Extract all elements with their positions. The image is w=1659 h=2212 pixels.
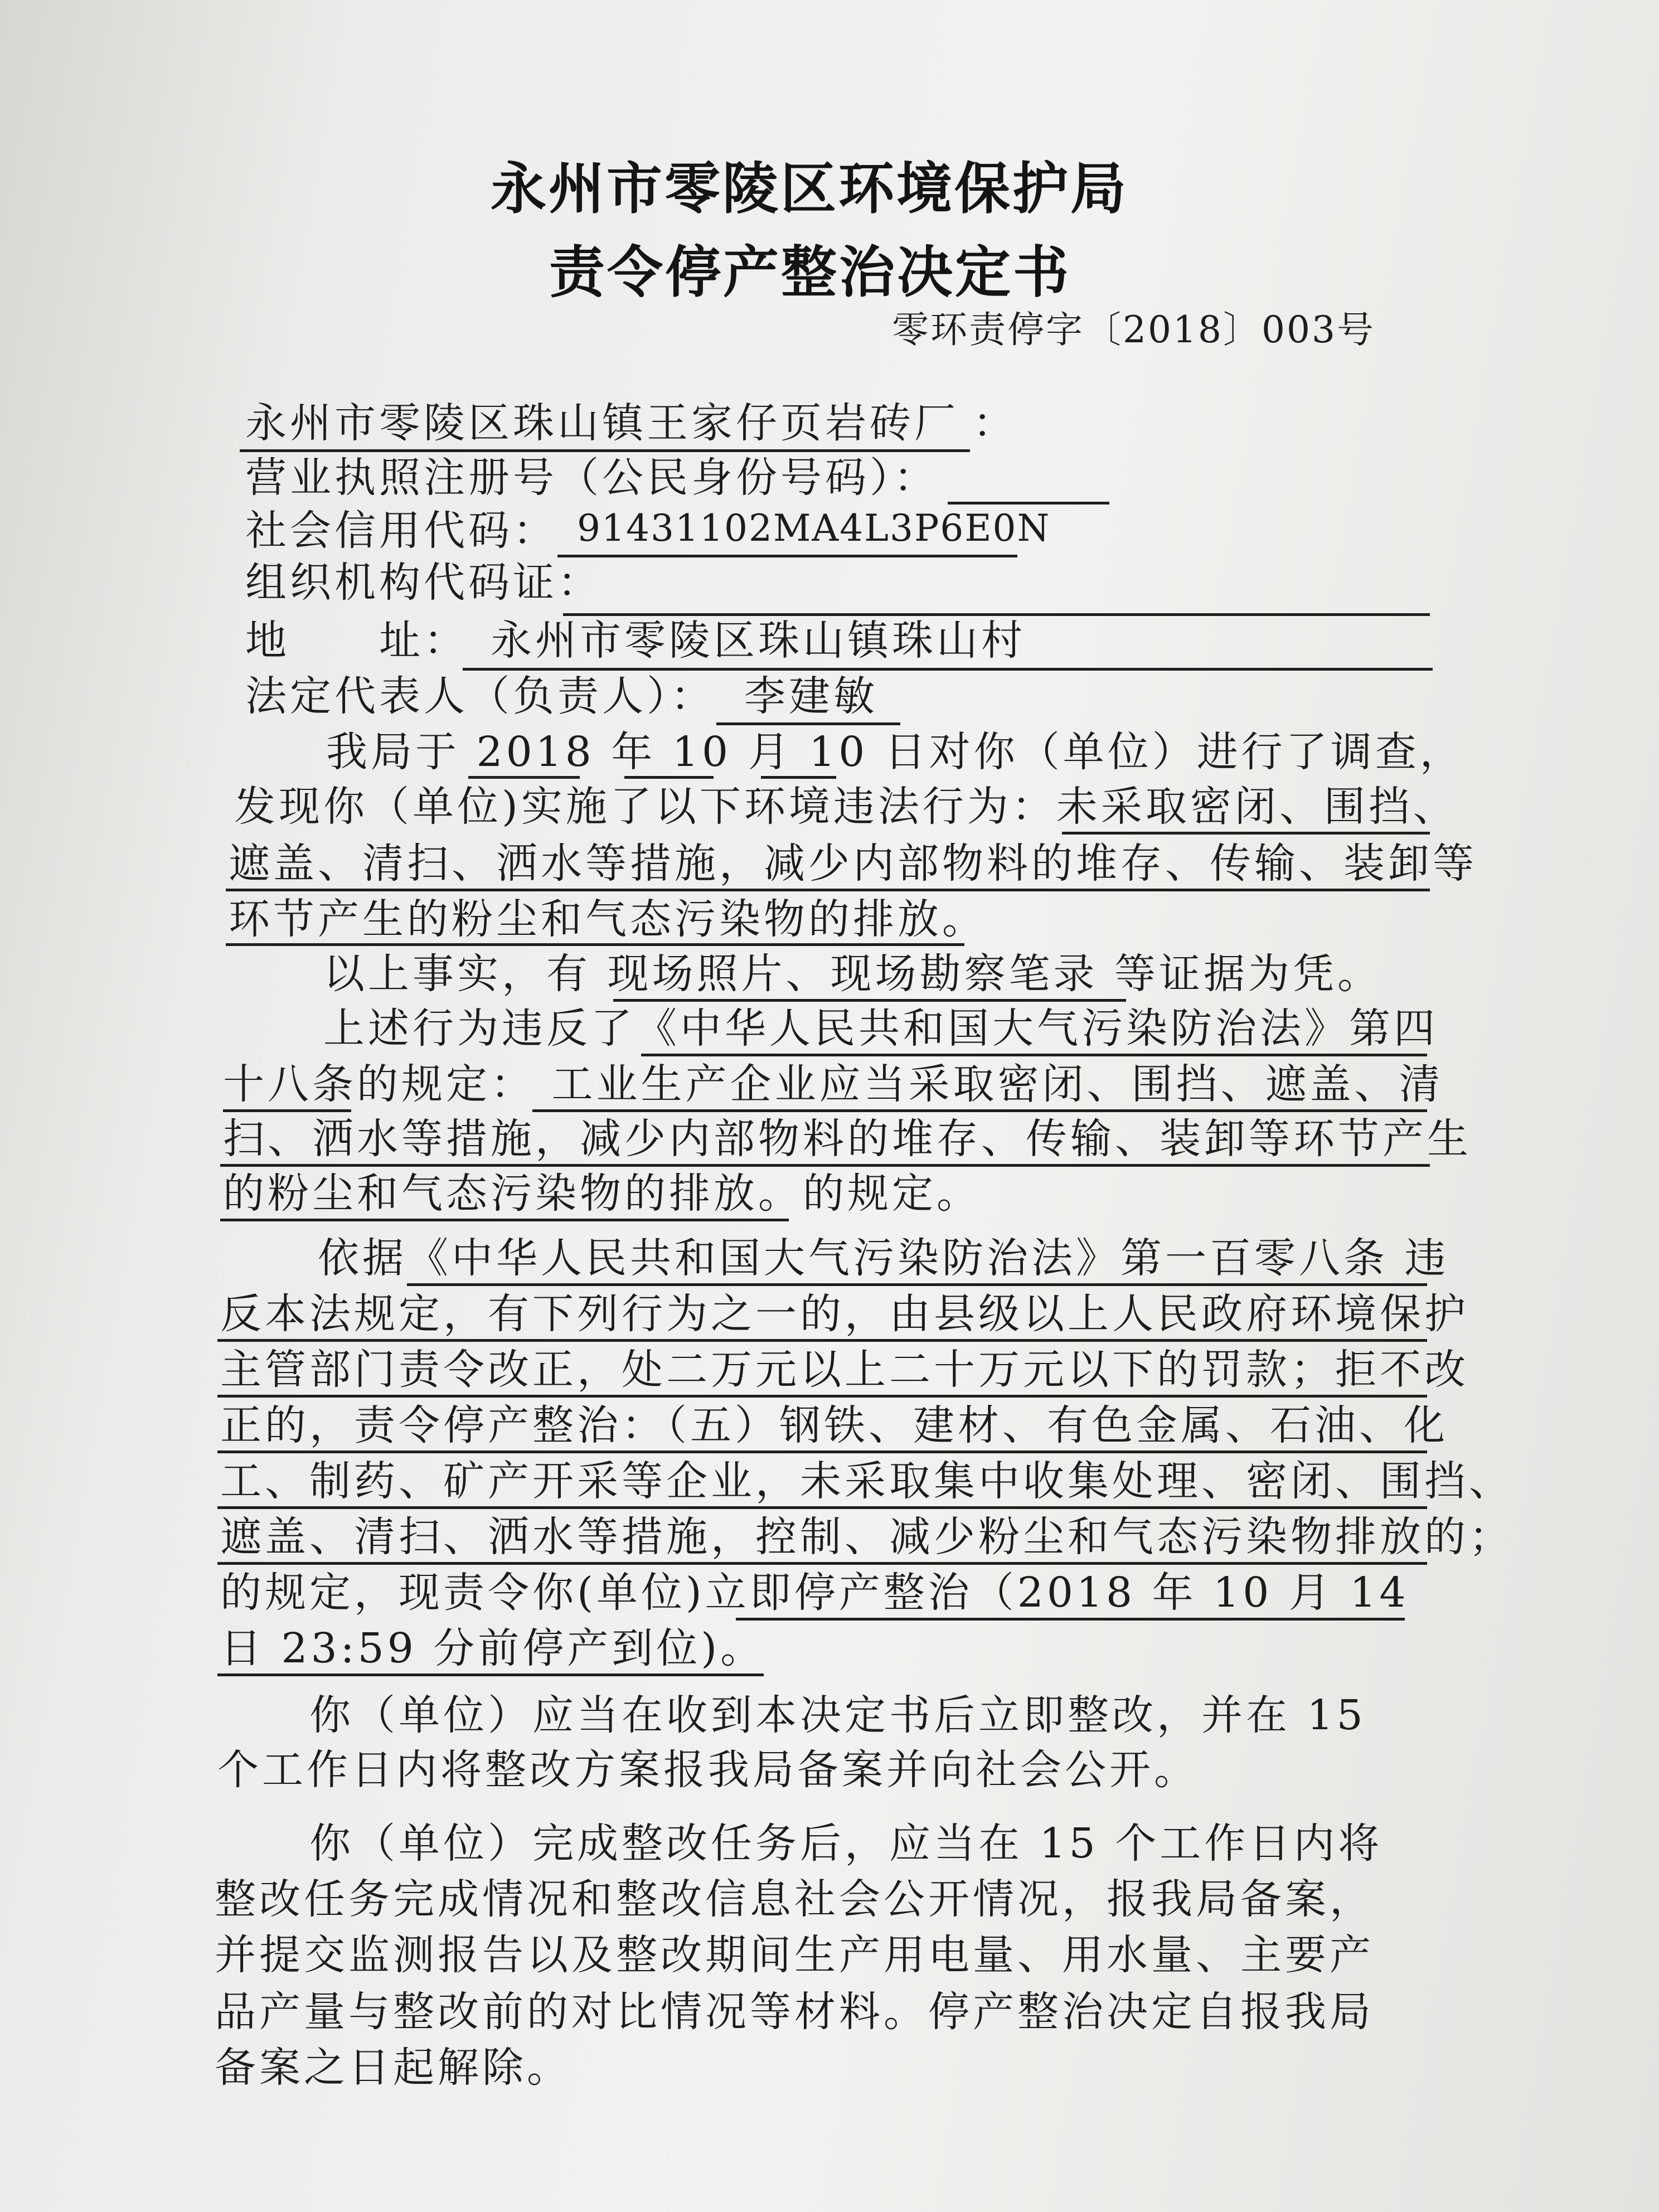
para3-line4-underline (220, 1219, 789, 1221)
document-number: 零环责停字〔2018〕003号 (892, 308, 1375, 351)
para5-line1: 你（单位）应当在收到本决定书后立即整改，并在 15 (309, 1691, 1366, 1739)
para3-line3-underline (220, 1164, 1430, 1167)
para4-line2-underline (217, 1339, 1427, 1342)
para4-line3-underline (217, 1395, 1427, 1398)
representative-value: 李建敏 (744, 672, 878, 720)
para1-line2: 发现你（单位)实施了以下环境违法行为：未采取密闭、围挡、 (234, 783, 1458, 831)
para4-line8-underline (217, 1673, 764, 1676)
para1-month-underline (624, 776, 714, 779)
document-title-decision: 责令停产整治决定书 (549, 240, 1071, 305)
para1-date-underline (468, 776, 580, 779)
para1-line4: 环节产生的粉尘和气态污染物的排放。 (229, 895, 987, 943)
representative-underline (716, 722, 900, 725)
para6-line2: 整改任务完成情况和整改信息社会公开情况，报我局备案， (215, 1875, 1374, 1923)
org-underline (563, 613, 1430, 616)
para4-line7: 的规定，现责令你(单位)立即停产整治（2018 年 10 月 14 (220, 1569, 1409, 1617)
para4-line6: 遮盖、清扫、洒水等措施，控制、减少粉尘和气态污染物排放的； (220, 1513, 1514, 1561)
para1-day-underline (761, 776, 836, 779)
para2-evidence-underline (613, 999, 1126, 1002)
credit-underline (557, 555, 1017, 557)
address-underline (463, 668, 1433, 671)
para4-line1: 依据《中华人民共和国大气污染防治法》第一百零八条 违 (318, 1234, 1449, 1282)
document-title-agency: 永州市零陵区环境保护局 (491, 156, 1128, 221)
para4-line1-underline (407, 1283, 1427, 1286)
para6-line1: 你（单位）完成整改任务后，应当在 15 个工作日内将 (309, 1820, 1383, 1867)
para3-line3: 扫、洒水等措施，减少内部物料的堆存、传输、装卸等环节产生 (223, 1115, 1472, 1163)
para1-line1: 我局于 2018 年 10 月 10 日对你（单位）进行了调查， (326, 728, 1464, 776)
para5-line2: 个工作日内将整改方案报我局备案并向社会公开。 (217, 1746, 1199, 1794)
para3-line1: 上述行为违反了《中华人民共和国大气污染防治法》第四 (323, 1005, 1438, 1052)
para4-line8: 日 23:59 分前停产到位)。 (220, 1624, 765, 1672)
para4-line5: 工、制药、矿产开采等企业，未采取集中收集处理、密闭、围挡、 (220, 1457, 1514, 1505)
representative-label: 法定代表人（负责人）： (245, 672, 715, 720)
license-label: 营业执照注册号（公民身份号码）： (245, 454, 938, 502)
para4-line3: 主管部门责令改正，处二万元以上二十万元以下的罚款；拒不改 (220, 1346, 1469, 1394)
address-label: 地 址： (245, 617, 468, 664)
para4-line6-underline (217, 1562, 1427, 1565)
para3-line2b-underline (532, 1109, 1427, 1112)
recipient-company: 永州市零陵区珠山镇王家仔页岩砖厂 (245, 399, 959, 447)
para6-line5: 备案之日起解除。 (215, 2044, 571, 2092)
para4-line7-underline (736, 1618, 1405, 1621)
para4-line2: 反本法规定，有下列行为之一的，由县级以上人民政府环境保护 (220, 1290, 1469, 1338)
para6-line3: 并提交监测报告以及整改期间生产用电量、用水量、主要产 (215, 1931, 1374, 1979)
para4-line4: 正的，责令停产整治：（五）钢铁、建材、有色金属、石油、化 (220, 1401, 1448, 1449)
para1-line4-underline (226, 943, 964, 946)
credit-value: 91431102MA4L3P6E0N (577, 507, 1051, 550)
org-label: 组织机构代码证： (245, 559, 602, 607)
para2-line1: 以上事实，有 现场照片、现场勘察笔录 等证据为凭。 (323, 950, 1382, 998)
para1-line2-underline (1062, 832, 1430, 835)
para6-line4: 品产量与整改前的对比情况等材料。停产整治决定自报我局 (215, 1988, 1374, 2036)
credit-label: 社会信用代码： (245, 507, 557, 555)
address-value: 永州市零陵区珠山镇珠山村 (491, 617, 1026, 664)
company-underline (240, 449, 970, 452)
para4-line4-underline (217, 1451, 1427, 1453)
para3-line2a-underline (223, 1109, 351, 1112)
license-underline (948, 502, 1109, 505)
para3-line4: 的粉尘和气态污染物的排放。的规定。 (223, 1170, 981, 1217)
para1-line3-underline (226, 889, 1430, 891)
para3-line2: 十八条的规定： 工业生产企业应当采取密闭、围挡、遮盖、清 (223, 1060, 1444, 1108)
para3-line1-underline (641, 1054, 1427, 1056)
para1-line3: 遮盖、清扫、洒水等措施，减少内部物料的堆存、传输、装卸等 (229, 840, 1477, 887)
recipient-company-suffix: ： (973, 399, 1017, 447)
para4-line5-underline (217, 1506, 1427, 1509)
